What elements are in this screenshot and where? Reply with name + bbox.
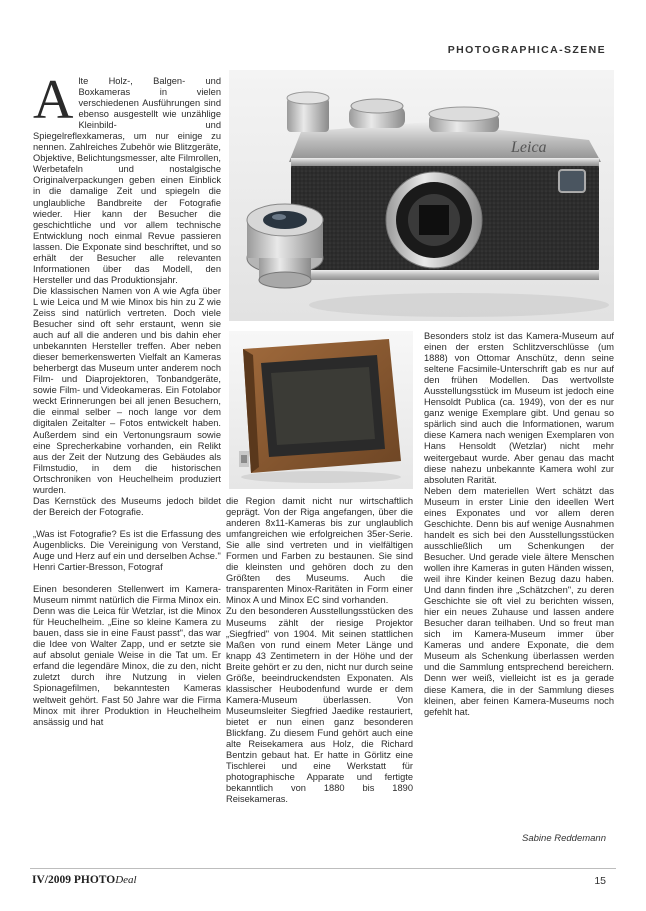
article-column-2 [226,496,413,805]
issue-label: IV/2009 PHOTO [32,874,116,886]
page-number: 15 [594,875,606,887]
svg-text:Leica: Leica [511,139,547,156]
article-column-1 [33,69,221,728]
paragraph: Das Kernstück des Museums jedoch bildet der Bereich der Fotografie. [33,495,221,517]
paragraph: die Region damit nicht nur wirtschaftlich geprägt. Von der Riga angefangen, über die anderen 8x11-Kameras bis zur unglaublich umfangreichen wie erfolgreichen 35er-Serie. Sie alle sind vertreten und in vielfältigen Formen und Farben zu bestaunen. Sie sind die kleinsten und gehören doch zu den Größten des Museums. Auch die transparenten Minox-Raritäten in Form einer Minox A und Minox EC sind vorhanden. [226,496,413,606]
author-byline: Sabine Reddemann [522,833,606,844]
paragraph: Die klassischen Namen von A wie Agfa über L wie Leica und M wie Minox bis hin zu Z wie Zeiss sind natürlich vertreten. Doch viele Besucher sind oft sehr erstaunt, wenn sie auch auf all die anderen und bis dahin eher unbekannten Hersteller treffen. Aber neben dieser bemerkenswerten Vielfalt an Kameras beherbergt das Museum unter anderem noch Film- und Diaprojektoren, Tonbandgeräte, sowie Film- und Videokameras. Ein Fotolabor weckt Erinnerungen bei all jenen Besuchern, die einmal selber – noch lange vor dem digitalen Zeitalter – Fotos entwickelt haben. Außerdem sind ein Vertonungsraum sowie eine Sprecherkabine vorhanden, ein Relikt aus der Zeit der Nutzung des Gebäudes als Filmstudio, in dem die historischen Ortschroniken von Heuchelheim produziert wurden. [33,285,221,495]
paragraph: Besonders stolz ist das Kamera-Museum auf einen der ersten Schlitzverschlüsse (um 1888) von Ottomar Anschütz, denn seine seltene Facsimile-Unterschrift gab es nur auf den frühen Modellen. Das wertvollste Ausstellungsstück im Museum ist jedoch eine Hensoldt Publica (ca. 1949), von der es nur ganz wenige Exemplare gibt. Und genau so spärlich sind auch die Informationen, warum diese Kamera nach wenigen Exemplaren von Hans Hensoldt (Wetzlar) nicht mehr weitergebaut wurde. Aber genau das macht diese nahezu unbekannte Kamera wohl zur absoluten Rarität. [424,331,614,485]
footer-issue [32,874,137,886]
quote: „Was ist Fotografie? Es ist die Erfassung des Augenblicks. Die Vereinigung von Verstand, Auge und Herz auf ein und derselben Achse." [33,528,221,561]
section-title: PHOTOGRAPHICA-SZENE [447,44,606,56]
paragraph: Einen besonderen Stellenwert im Kamera-Museum nimmt natürlich die Firma Minox ein. Denn was die Leica für Wetzlar, ist die Minox für Heuchelheim. „Eine so kleine Kamera zu bauen, dass sie in eine Faust passt", das war die Idee von Walter Zapp, und er setzte sie auf absolut geniale Weise in die Tat um. Er erfand die legendäre Minox, die zu den, nicht zuletzt durch ihre Nutzung in vielen Spionagefilmen, bekanntesten Kameras weltweit gehört. Fast 50 Jahre war die Firma Minox mit ihrer Produktion in Heuchelheim ansässig und hat [33,584,221,727]
paragraph: Neben dem materiellen Wert schätzt das Museum in erster Linie den ideellen Wert eines Exponates und vor allem deren Geschichte. Denn bis auf wenige Ausnahmen handelt es sich bei den Ausstellungsstücken ausschließlich um Schenkungen der Besucher. Und gerade viele ältere Menschen wollen ihre Kameras in guten Händen wissen, weil ihre Kinder keinen Bezug dazu haben. Und dann finden ihre „Schätzchen", zu deren Geschichte sie oft viel zu berichten wissen, hier ein neues Zuhause und lassen andere Besucher daran teilhaben. Und so freut man sich im Kamera-Museum immer über Kameras und andere Exponate, die dem Museum als Schenkung überlassen werden und die Sammlung entsprechend bereichern. Denn wer weiß, vielleicht ist es ja gerade diese Kamera, die in der Sammlung dieses kleinen, aber feinen Kamera-Museums noch gefehlt hat. [424,485,614,717]
footer-divider [30,868,616,869]
article-column-3 [424,331,614,718]
paragraph: Zu den besonderen Ausstellungsstücken des Museums zählt der riesige Projektor „Siegfried" von 1904. Mit seinen stattlichen Maßen von rund einem Meter Länge und knapp 43 Zentimetern in der Höhe und der Breite gehört er zu den, nicht nur durch seine Größe, beeindruckendsten Exponaten. Als klassischer Heubodenfund wurde er dem Kamera-Museum überlassen. Von Museumsleiter Siegfried Jaedike restauriert, bietet er nun einen ganz besonderen Blickfang. Zu diesem Fund gehört auch eine alte Reisekamera aus Holz, die Richard Bentzin gebaut hat. Er hatte in Görlitz eine Tischlerei und eine Werkstatt für photographische Apparate und fertigte bekanntlich von 1880 bis 1890 Reisekameras. [226,606,413,805]
quote-author: Henri Cartier-Bresson, Fotograf [33,562,163,573]
plate-holder-photo [229,331,413,489]
paragraph: lte Holz-, Balgen- und Boxkameras in vielen verschiedenen Ausführungen sind ebenso ausgestellt wie unzählige Kleinbild- und Spiegelreflexkameras, um nur einige zu nennen. Zahlreiches Zubehör wie Blitzgeräte, Objektive, Belichtungsmesser, alte Filmrollen, Werbetafeln und nostalgische Originalverpackungen geben einen Einblick in die damalige Zeit und spiegeln die unglaubliche Bandbreite der Fotografie wieder. Hier kann der Besucher die geschichtliche und vor allem technische Entwicklung noch einmal Revue passieren lassen. Die Exponate sind beschriftet, und so erhält der Besucher alle relevanten Informationen über das Modell, den Hersteller und das Produktionsjahr. [33,76,221,285]
brand-label: Deal [115,874,137,886]
camera-photo [229,70,614,321]
drop-cap: A [33,69,74,131]
